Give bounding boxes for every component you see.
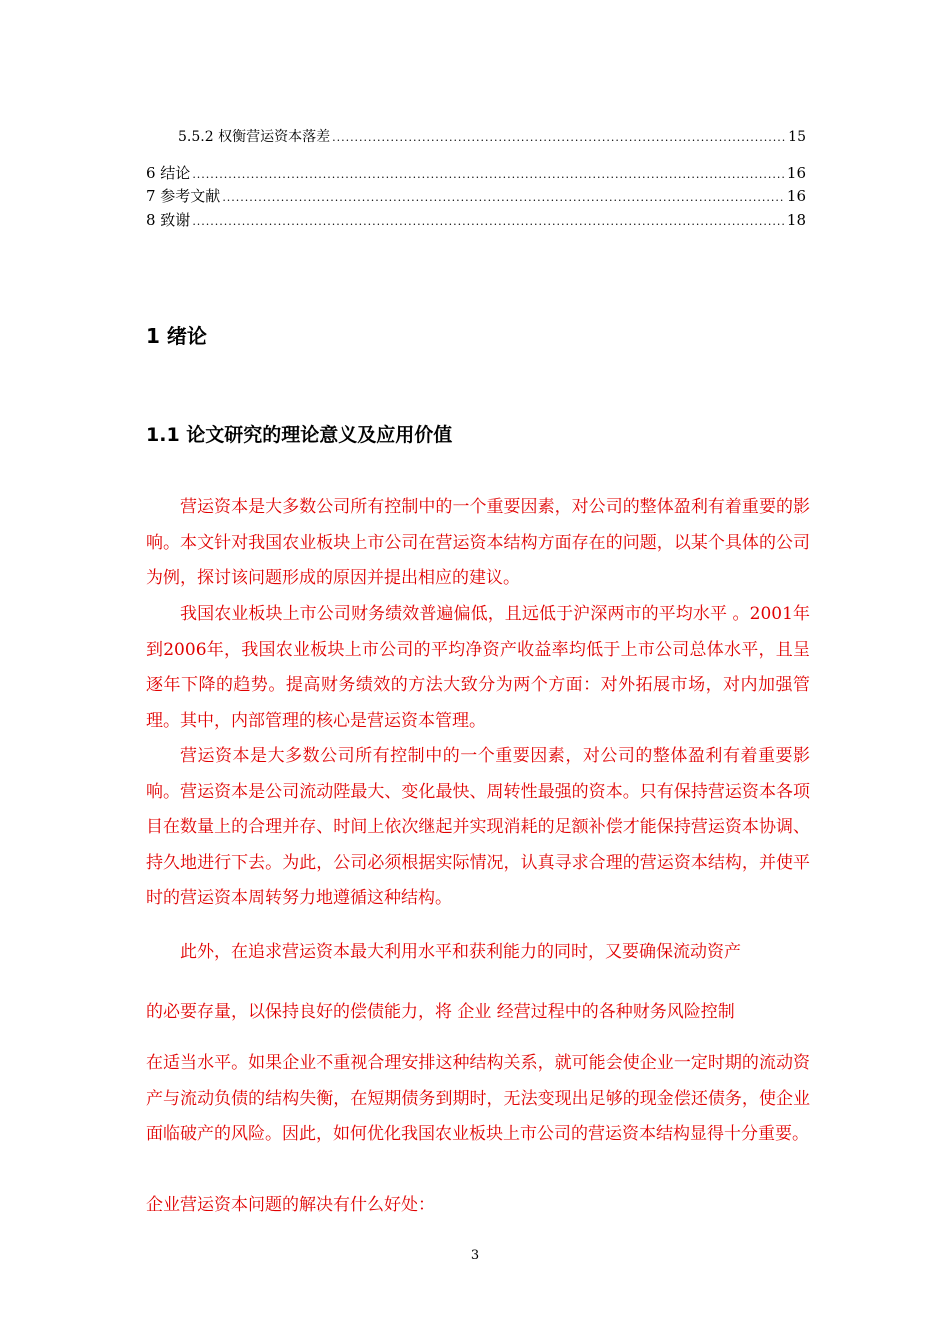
body-paragraph: 企业营运资本问题的解决有什么好处： xyxy=(146,1195,435,1215)
toc-entry[interactable] xyxy=(146,126,806,150)
body-paragraph: 在适当水平。如果企业不重视合理安排这种结构关系，就可能会使企业一定时期的流动资产与流动负债的结构失衡，在短期债务到期时，无法变现出足够的现金偿还债务，使企业面临破产的风险。因此，如何优化我国农业板块上市公司的营运资本结构显得十分重要。 xyxy=(146,1053,810,1144)
body-paragraph: 营运资本是大多数公司所有控制中的一个重要因素，对公司的整体盈利有着重要的影响。本文针对我国农业板块上市公司在营运资本结构方面存在的问题，以某个具体的公司为例，探讨该问题形成的原因并提出相应的建议。 xyxy=(146,497,810,588)
toc-leader-dots xyxy=(332,126,786,150)
toc-entry-page: 16 xyxy=(786,187,806,205)
toc-leader-dots xyxy=(192,210,785,234)
toc-entry-label: 7 参考文献 xyxy=(146,187,221,205)
body-paragraph: 此外，在追求营运资本最大利用水平和获利能力的同时，又要确保流动资产 xyxy=(180,942,741,962)
chapter-heading: 1 绪论 xyxy=(146,324,207,348)
body-paragraph: 我国农业板块上市公司财务绩效普遍偏低，且远低于沪深两市的平均水平 。2001年到2006年，我国农业板块上市公司的平均净资产收益率均低于上市公司总体水平，且呈逐年下降的趋势。提高财务绩效的方法大致分为两个方面：对外拓展市场，对内加强管理。其中，内部管理的核心是营运资本管理。 xyxy=(146,604,810,731)
table-of-contents xyxy=(146,126,806,232)
toc-entry-page: 15 xyxy=(788,129,806,145)
toc-entry[interactable] xyxy=(146,209,806,233)
page-number: 3 xyxy=(470,1248,480,1263)
toc-entry[interactable] xyxy=(146,162,806,186)
body-paragraph: 的必要存量，以保持良好的偿债能力，将 企业 经营过程中的各种财务风险控制 xyxy=(146,1002,735,1022)
toc-leader-dots xyxy=(192,163,785,187)
toc-entry-label: 6 结论 xyxy=(146,163,191,182)
toc-entry-label: 5.5.2 权衡营运资本落差 xyxy=(178,129,331,145)
toc-entry-page: 16 xyxy=(786,163,806,182)
toc-leader-dots xyxy=(222,186,785,210)
toc-entry[interactable] xyxy=(146,185,806,209)
section-heading: 1.1 论文研究的理论意义及应用价值 xyxy=(146,424,453,446)
body-paragraph: 营运资本是大多数公司所有控制中的一个重要因素，对公司的整体盈利有着重要影响。营运资本是公司流动陛最大、变化最快、周转性最强的资本。只有保持营运资本各项目在数量上的合理并存、时间上依次继起并实现消耗的足额补偿才能保持营运资本协调、持久地进行下去。为此，公司必须根据实际情况，认真寻求合理的营运资本结构，并使平时的营运资本周转努力地遵循这种结构。 xyxy=(146,746,810,908)
toc-entry-page: 18 xyxy=(786,210,806,229)
toc-entry-label: 8 致谢 xyxy=(146,210,191,229)
